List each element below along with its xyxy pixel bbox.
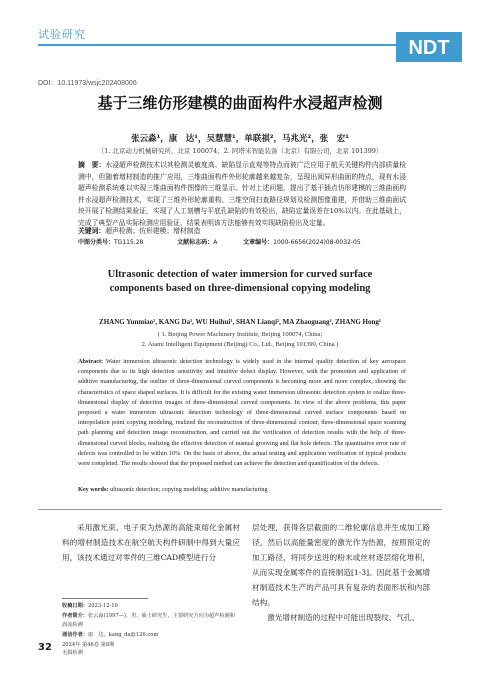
code-label: 文献标志码： <box>177 239 214 246</box>
issue-line-2: 无损检测 <box>62 650 83 656</box>
code-value: A <box>213 239 218 246</box>
abstract-cn-label: 摘 要： <box>78 161 106 169</box>
keywords-cn-label: 关键词： <box>78 227 106 235</box>
issue-line-1: 2024年 第46卷 第8期 <box>62 642 115 648</box>
title-en: Ultrasonic detection of water immersion for curved surface components based on three-dimensional copying modeling <box>107 269 373 294</box>
body-column-right <box>252 520 430 625</box>
abstract-cn-text: 水浸超声检测技术以其检测灵敏度高、缺陷显示直观等特点而被广泛应用于航天关键构件内部质量检测中，但随着增材制造的推广应用，三维曲面构件外形轮廓越来越复杂，呈现出阅异形曲面的特点，现有水浸超声检测系统难以实现三维曲面构件图像的三维显示。针对上述问题，提出了基于插点仿形建模的三维曲面构件水浸超声检测技术，实现了三维外形轮廓重构、三维空间扫查路径规划及检测图像重建，并借助三维曲面试块开展了检测结果验证，实现了人工刻槽与平底孔缺陷的有效检出，缺陷定量误差在10%以内。在此基础上，完成了典型产品实际检测应用验证，结果表明该方法能够有效实现缺陷检出及定量。 <box>78 161 407 227</box>
article-id-value: 1000-6656(2024)08-0032-05 <box>273 239 361 246</box>
footnote-rule <box>62 598 148 599</box>
footnote-author-bio: 作者简介：张云淼(1997—)，男，硕士研究生，主要研究方向为超声检测和涡流检测 <box>62 612 235 628</box>
keywords-cn-text: 超声检测；仿形建模；增材制造 <box>105 227 201 235</box>
affiliation-en <box>0 330 480 350</box>
classification-row <box>78 237 406 246</box>
title-cn: 基于三维仿形建模的曲面构件水浸超声检测 <box>97 94 383 112</box>
affiliation-en-line-1: ( 1. Beijing Power Machinery Institute, Beijing 100074, China; <box>157 331 323 338</box>
keywords-cn <box>78 225 406 235</box>
journal-logo <box>396 32 462 62</box>
section-divider <box>38 509 442 510</box>
affiliation-en-line-2: 2. Atami Intelligent Equipment (Beijing) Co., Ltd., Beijing 101399, China ) <box>141 341 339 348</box>
footnotes <box>62 602 240 640</box>
keywords-en <box>78 486 406 493</box>
clc-label: 中图分类号： <box>78 239 115 246</box>
article-id-label: 文章编号： <box>243 239 274 246</box>
abstract-cn <box>78 160 406 230</box>
header-rule <box>38 44 398 46</box>
keywords-en-label: Key words: <box>78 486 109 493</box>
doi: DOI：10.11973/wsjc202408006 <box>38 80 137 87</box>
clc-value: TG115.28 <box>114 239 144 246</box>
abstract-en <box>78 357 406 469</box>
body-column-left <box>62 520 240 565</box>
abstract-en-label: Abstract: <box>78 358 104 365</box>
logo-text: NDT <box>408 37 450 59</box>
keywords-en-text: ultrasonic detection; copying modeling; additive manufacturing <box>109 486 268 493</box>
page-number: 32 <box>38 642 52 653</box>
authors-cn: 张云淼¹，康 达¹，吴慧慧¹，单联祺²，马兆光²，张 宏¹ <box>131 134 349 144</box>
section-label: 试验研究 <box>38 28 86 41</box>
affiliation-cn: （1. 北京动力机械研究所，北京 100074；2. 阿塔米智能装备（北京）有限公司，北京 101399） <box>97 147 383 155</box>
body-right-text: 层处理，获得各层截面的二维轮廓信息并生成加工路径，然后以高能量密度的激光作为热源，按照预定的加工路径，将同步送进的粉末或丝材逐层熔化堆积，从而实现金属零件的直接制造[1-3]。因此基于金属增材制造技术生产的产品可具有复杂的表面形状和内部结构。 激光增材制造的过程中可能出现裂纹、气孔、 <box>252 523 430 622</box>
abstract-en-text: Water immersion ultrasonic detection technology is widely used in the internal quality detection of key aerospace components due to its high detection sensitivity and intuitive defect display. However, with the promotion and application of additive manufacturing, the outline of three-dimensional curved components is becoming more and more complex, showing the characteristics of space shaped surfaces. It is difficult for the existing water immersion ultrasonic detection system to realize three-dimensional display of detection images of three-dimensional curved components. In view of the above problems, this paper proposed a water immersion ultrasonic detection technology of three-dimensional curved surface components based on interpolation point copying modeling, realized the reconstruction of three-dimensional contour, three-dimensional space scanning path planning and detection image reconstruction, and carried out the verification of detection results with the help of three-dimensional curved blocks, realizing the effective detection of manual grooving and flat hole defects. The quantitative error rate of defects was controlled to be within 10%. On the basis of above, the actual testing and application verification of typical products were completed. The results showed that the proposed method can achieve the detection and quantification of the defects. <box>78 358 406 468</box>
footnote-corresponding: 通信作者：康 达，kang_da@126.com <box>62 631 159 638</box>
authors-en: ZHANG Yunmiao¹, KANG Da¹, WU Huihui¹, SHAN Lianqi², MA Zhaoguang², ZHANG Hong¹ <box>99 318 381 326</box>
footnote-received: 收稿日期：2023-12-10 <box>62 603 118 609</box>
body-left-text: 采用激光束、电子束为热源的高能束熔化金属材料的增材制造技术在航空航天构件研制中得到大量应用，该技术通过对零件的三维CAD模型进行分 <box>62 523 240 562</box>
issue-info <box>62 641 114 657</box>
